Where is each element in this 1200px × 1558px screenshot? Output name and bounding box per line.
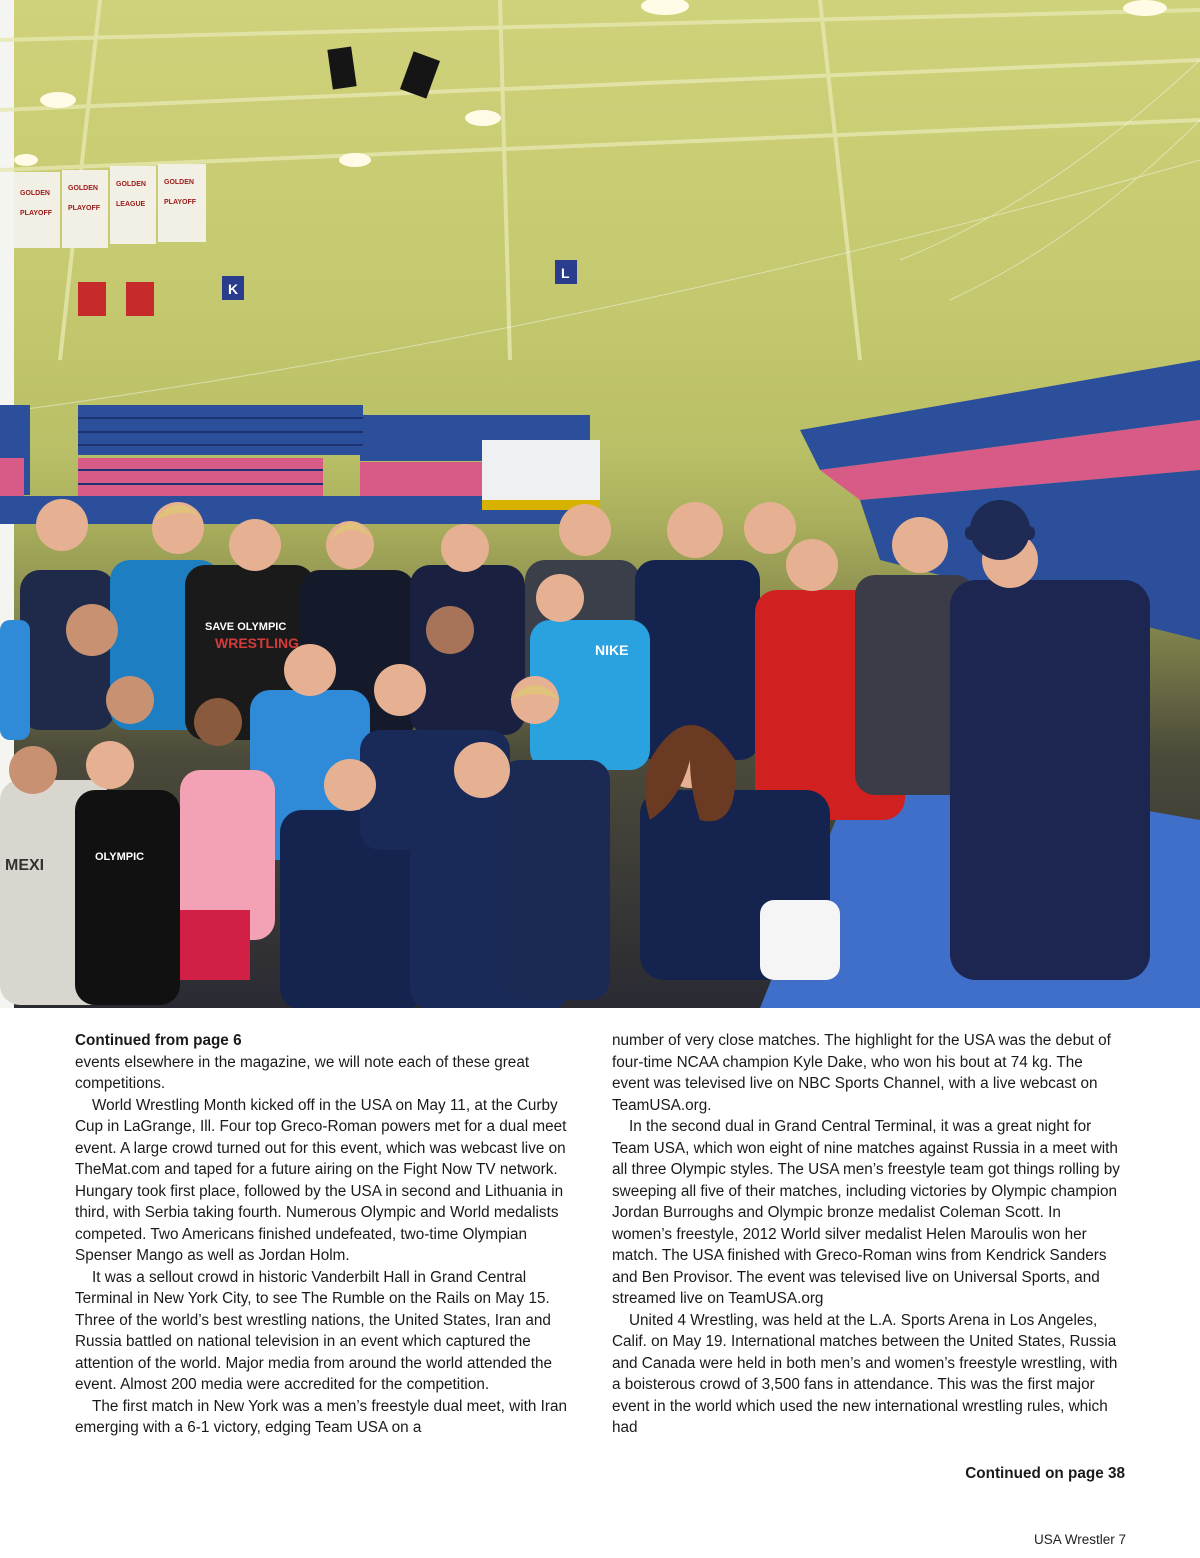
continued-from-label: Continued from page 6 [75, 1032, 242, 1049]
svg-text:NIKE: NIKE [595, 642, 629, 658]
svg-text:K: K [228, 281, 239, 297]
article-paragraph: The first match in New York was a men’s freestyle dual meet, with Iran emerging with a 6-1 victory, edging Team USA on a [75, 1397, 567, 1436]
article-paragraph: number of very close matches. The highlight for the USA was the debut of four-time NCAA champion Kyle Dake, who won his bout at 74 kg. The event was televised live on NBC Sports Channel, with a live webcast on TeamUSA.org. [612, 1032, 1111, 1114]
championship-banners [14, 164, 206, 316]
svg-text:PLAYOFF: PLAYOFF [20, 210, 53, 217]
article-paragraph: events elsewhere in the magazine, we will note each of these great competitions. [75, 1053, 530, 1092]
svg-text:MEXI: MEXI [5, 857, 45, 874]
svg-text:GOLDEN: GOLDEN [116, 181, 146, 188]
article-column-left [75, 1030, 585, 1439]
article-column-right [612, 1030, 1122, 1439]
svg-text:WRESTLING: WRESTLING [215, 635, 299, 651]
svg-text:SAVE OLYMPIC: SAVE OLYMPIC [205, 621, 287, 633]
svg-text:GOLDEN: GOLDEN [20, 190, 50, 197]
article-paragraph: World Wrestling Month kicked off in the USA on May 11, at the Curby Cup in LaGrange, Ill. Four top Greco-Roman powers met for a dual meet event. A large crowd turned out for this event, which was webcast live on TheMat.com and taped for a future airing on the Fight Now TV network. Hungary took first place, followed by the USA in second and Lithuania in third, with Serbia taking fourth. Numerous Olympic and World medalists competed. Two Americans finished undefeated, two-time Olympian Spenser Mango as well as Jordan Holm. [75, 1096, 567, 1264]
page-folio: USA Wrestler 7 [1033, 1532, 1126, 1547]
article-paragraph: In the second dual in Grand Central Terminal, it was a great night for Team USA, which won eight of nine matches against Russia in a meet with all three Olympic styles. The USA men’s freestyle team got things rolling by sweeping all five of their matches, including victories by Olympic champion Jordan Burroughs and Olympic bronze medalist Coleman Scott. In women’s freestyle, 2012 World silver medalist Helen Maroulis won her match. The USA finished with Greco-Roman wins from Kendrick Sanders and Ben Provisor. The event was televised live on Universal Sports, and streamed live on TeamUSA.org [612, 1118, 1120, 1307]
svg-text:PLAYOFF: PLAYOFF [164, 199, 197, 206]
article-paragraph: United 4 Wrestling, was held at the L.A. Sports Arena in Los Angeles, Calif. on May 19. International matches between the United States, Russia and Canada were held in both men’s and women’s freestyle wrestling, with a boisterous crowd of 3,500 fans in attendance. This was the first major event in the world which used the new international wrestling rules, which had [612, 1311, 1118, 1436]
continued-on-label: Continued on page 38 [965, 1465, 1125, 1482]
svg-text:GOLDEN: GOLDEN [164, 179, 194, 186]
svg-text:GOLDEN: GOLDEN [68, 185, 98, 192]
svg-text:L: L [561, 265, 570, 281]
svg-text:PLAYOFF: PLAYOFF [68, 205, 101, 212]
svg-text:LEAGUE: LEAGUE [116, 201, 146, 208]
scoreboard [482, 440, 600, 502]
svg-text:OLYMPIC: OLYMPIC [95, 851, 145, 863]
article-paragraph: It was a sellout crowd in historic Vanderbilt Hall in Grand Central Terminal in New York City, to see The Rumble on the Rails on May 15. Three of the world’s best wrestling nations, the United States, Iran and Russia battled on national television in an event which captured the attention of the world. Major media from around the world attended the event. Almost 200 media were accredited for the competition. [75, 1268, 553, 1393]
